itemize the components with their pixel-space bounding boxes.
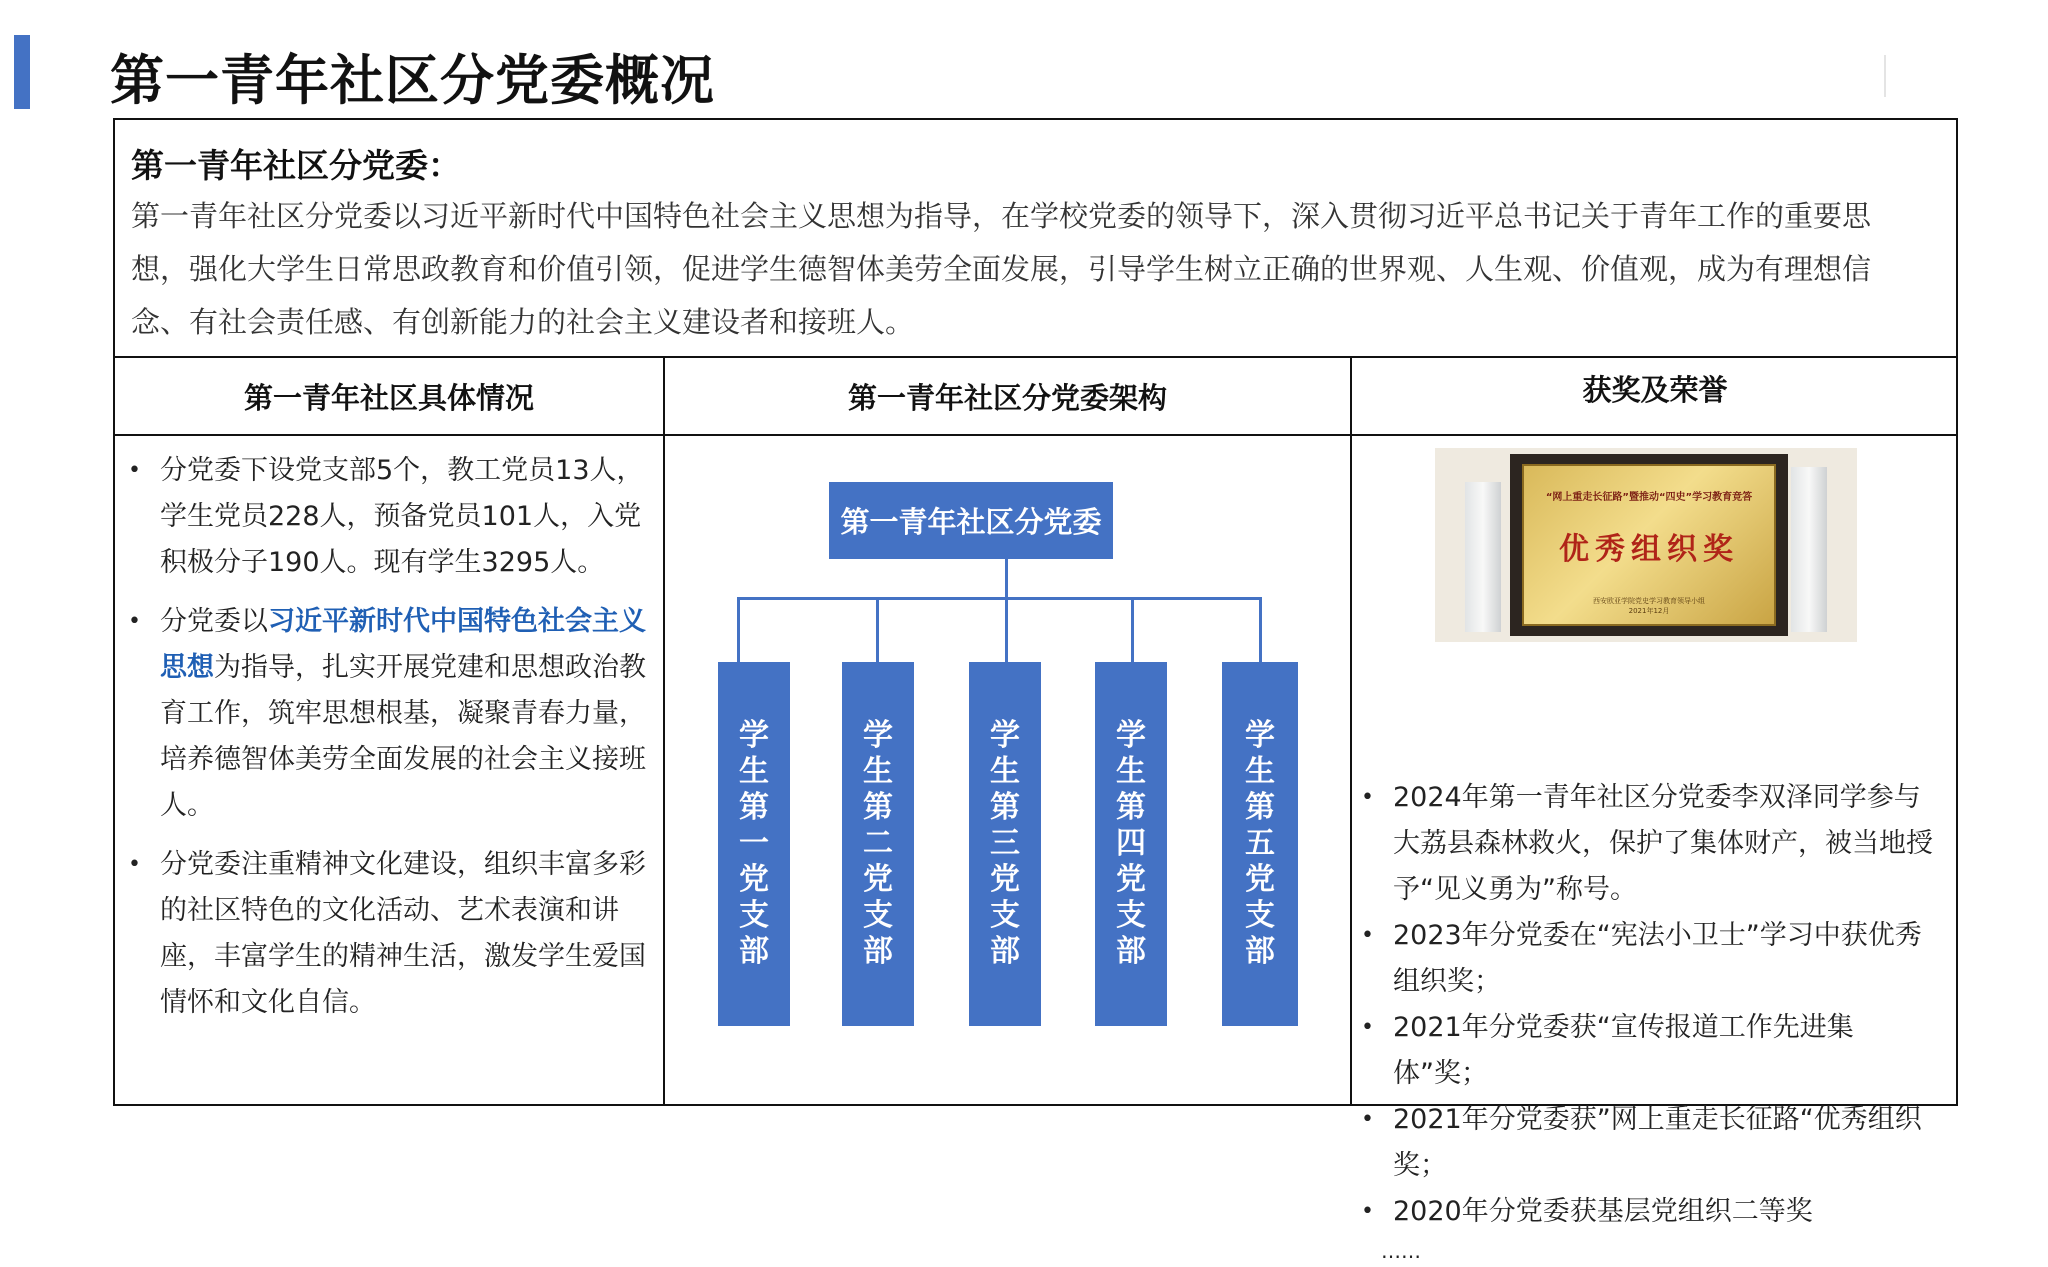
structure-header: 第一青年社区分党委架构 [847, 380, 1167, 415]
awards-list [1393, 775, 1938, 1235]
plaque-face [1522, 464, 1776, 626]
column-header-row [115, 358, 1956, 436]
more-ellipsis: …… [1381, 1239, 1421, 1263]
branch-char: 支 [1245, 898, 1275, 933]
org-connector [1005, 597, 1008, 663]
branch-char: 部 [1245, 934, 1275, 969]
branch-char: 生 [990, 754, 1020, 789]
branch-char: 生 [739, 754, 769, 789]
branch-char: 支 [1116, 898, 1146, 933]
branch-char: 党 [1245, 862, 1275, 897]
branch-char: 生 [1116, 754, 1146, 789]
org-branch-1 [718, 662, 790, 1026]
branch-char: 二 [863, 826, 893, 861]
awards-header: 获奖及荣誉 [1582, 372, 1728, 407]
org-branch-3 [969, 662, 1041, 1026]
award-plaque [1510, 454, 1788, 636]
org-connector [1131, 597, 1134, 663]
branch-char: 第 [863, 790, 893, 825]
highlighted-text: 习近平新时代中国特色社会主义思想 [160, 606, 646, 683]
plaque-title: 优秀组织奖 [1559, 532, 1739, 567]
org-branch-2 [842, 662, 914, 1026]
plaque-issuer: 西安欧亚学院党史学习教育领导小组 [1593, 597, 1705, 605]
branch-char: 部 [990, 934, 1020, 969]
list-item: • 分党委注重精神文化建设，组织丰富多彩的社区特色的文化活动、艺术表演和讲座，丰富学生的精神生活，激发学生爱国情怀和文化自信。 [160, 842, 651, 1026]
branch-char: 生 [1245, 754, 1275, 789]
list-item: • 2023年分党委在“宪法小卫士”学习中获优秀组织奖； [1393, 913, 1938, 1005]
branch-char: 生 [863, 754, 893, 789]
list-item: • 2020年分党委获基层党组织二等奖 [1393, 1189, 1938, 1235]
branch-char: 第 [1245, 790, 1275, 825]
org-connector [737, 597, 1261, 600]
situation-list [160, 448, 651, 1026]
plaque-date: 2021年12月 [1628, 607, 1670, 615]
branch-char: 学 [863, 718, 893, 753]
branch-char: 第 [990, 790, 1020, 825]
column-divider [663, 358, 665, 1106]
branch-char: 部 [863, 934, 893, 969]
branch-char: 学 [1116, 718, 1146, 753]
plaque-heading: “网上重走长征路”暨推动“四史”学习教育竞答 [1545, 492, 1753, 503]
situation-header: 第一青年社区具体情况 [243, 380, 534, 415]
branch-char: 党 [990, 862, 1020, 897]
org-connector [1005, 559, 1008, 599]
title-accent-bar [14, 35, 30, 109]
intro-title: 第一青年社区分党委： [131, 146, 461, 185]
branch-char: 学 [739, 718, 769, 753]
branch-char: 党 [1116, 862, 1146, 897]
branch-char: 部 [1116, 934, 1146, 969]
list-item: • 2021年分党委获”网上重走长征路“优秀组织奖； [1393, 1097, 1938, 1189]
intro-section [115, 120, 1956, 358]
org-connector [876, 597, 879, 663]
trophy-glass [1791, 467, 1827, 632]
branch-char: 支 [990, 898, 1020, 933]
branch-char: 支 [863, 898, 893, 933]
branch-char: 一 [739, 826, 769, 861]
branch-char: 五 [1245, 826, 1275, 861]
list-item [160, 599, 651, 829]
branch-char: 第 [739, 790, 769, 825]
branch-char: 学 [990, 718, 1020, 753]
list-item: • 2024年第一青年社区分党委李双泽同学参与大荔县森林救火，保护了集体财产，被当地授予“见义勇为”称号。 [1393, 775, 1938, 913]
award-plaque-photo [1435, 448, 1857, 642]
item-suffix: 为指导，扎实开展党建和思想政治教育工作，筑牢思想根基，凝聚青春力量，培养德智体美劳全面发展的社会主义接班人。 [160, 652, 646, 821]
branch-char: 支 [739, 898, 769, 933]
list-item: • 分党委下设党支部5个，教工党员13人，学生党员228人，预备党员101人，入党积极分子190人。现有学生3295人。 [160, 448, 651, 586]
branch-char: 学 [1245, 718, 1275, 753]
branch-char: 四 [1116, 826, 1146, 861]
top-divider [1884, 55, 1886, 97]
org-branch-5 [1222, 662, 1298, 1026]
item-prefix: 分党委以 [160, 606, 268, 637]
trophy-glass [1465, 482, 1501, 632]
list-item: • 2021年分党委获“宣传报道工作先进集体”奖； [1393, 1005, 1938, 1097]
branch-char: 三 [990, 826, 1020, 861]
org-branch-4 [1095, 662, 1167, 1026]
situation-column [115, 436, 663, 1106]
branch-char: 党 [739, 862, 769, 897]
org-connector [1259, 597, 1262, 663]
branch-char: 党 [863, 862, 893, 897]
branch-char: 部 [739, 934, 769, 969]
org-connector [737, 597, 740, 663]
branch-char: 第 [1116, 790, 1146, 825]
org-top-node: 第一青年社区分党委 [829, 482, 1113, 559]
intro-text: 第一青年社区分党委以习近平新时代中国特色社会主义思想为指导，在学校党委的领导下，深入贯彻习近平总书记关于青年工作的重要思想，强化大学生日常思政教育和价值引领，促进学生德智体美劳全面发展，引导学生树立正确的世界观、人生观、价值观，成为有理想信念、有社会责任感、有创新能力的社会主义建设者和接班人。 [131, 199, 1872, 339]
page-title: 第一青年社区分党委概况 [110, 49, 715, 112]
